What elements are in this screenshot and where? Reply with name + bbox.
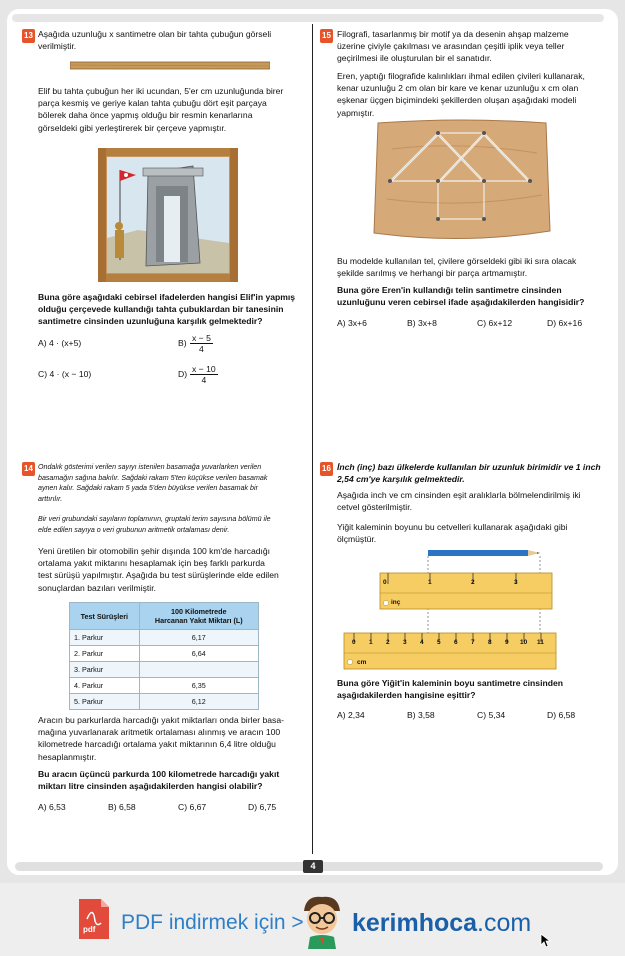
q14-option-a[interactable]: A) 6,53 bbox=[38, 802, 66, 812]
question-number-15: 15 bbox=[320, 29, 333, 43]
cm-unit-label: cm bbox=[357, 659, 367, 666]
q15-option-b[interactable]: B) 3x+8 bbox=[407, 318, 437, 328]
fuel-table bbox=[69, 602, 259, 710]
q14-rounding-note: Ondalık gösterimi verilen sayıyı istenilen basamağa yuvarlarken verilen basamağın sağına bakılır. Sağdaki rakam 5'ten küçükse verilen basamak aynen kalır. Sağdaki rakam 5 yada 5'den büyükse verilen basamak bir arttırılır. bbox=[38, 463, 268, 503]
q15-question: Buna göre Eren'in kullandığı telin santimetre cinsinden uzunluğunu veren cebirsel ifade aşağıdakilerden hangisidir? bbox=[337, 285, 585, 308]
rulers-image bbox=[342, 547, 560, 671]
q13-intro: Aşağıda uzunluğu x santimetre olan bir tahta çubuğun görseli verilmiştir. bbox=[38, 29, 272, 52]
brand-name[interactable]: kerimhoca bbox=[352, 909, 478, 937]
q14-option-d[interactable]: D) 6,75 bbox=[248, 802, 277, 812]
framed-painting-image bbox=[98, 148, 238, 282]
q13-option-b-fraction[interactable]: $\frac{x - 5}{4}$ bbox=[192, 333, 211, 354]
brand-domain[interactable]: .com bbox=[477, 909, 532, 937]
q13-option-a[interactable]: A) 4 · (x+5) bbox=[38, 338, 82, 348]
q16-option-c[interactable]: C) 5,34 bbox=[477, 710, 506, 720]
q16-inch-note: İnch (inç) bazı ülkelerde kullanılan bir uzunluk birimidir ve 1 inch 2,54 cm'ye karşılık gelmektedir. bbox=[337, 462, 601, 485]
inch-unit-label: inç bbox=[391, 599, 401, 606]
pdf-download-text[interactable]: PDF indirmek için > bbox=[121, 911, 304, 934]
table-header-tests: Test Sürüşleri bbox=[70, 603, 140, 630]
table-row: 2. Parkur 6,64 bbox=[70, 646, 259, 662]
table-header-fuel: 100 Kilometrede Harcanan Yakıt Miktarı (L) bbox=[139, 603, 258, 630]
q13-option-b-label[interactable]: B) bbox=[178, 338, 187, 348]
cursor-icon bbox=[540, 933, 552, 949]
q16-body2: Yiğit kaleminin boyunu bu cetvelleri kullanarak aşağıdaki gibi ölçmüştür. bbox=[337, 522, 568, 545]
table-row: 5. Parkur 6,12 bbox=[70, 694, 259, 710]
string-art-board-image bbox=[372, 119, 552, 245]
top-bar bbox=[12, 14, 604, 22]
page-number: 4 bbox=[303, 860, 323, 873]
q14-option-b[interactable]: B) 6,58 bbox=[108, 802, 136, 812]
inch-tick-0: 0 bbox=[383, 579, 387, 586]
inch-tick-2: 2 bbox=[471, 579, 475, 586]
q14-body: Yeni üretilen bir otomobilin şehir dışında 100 km'de harcadığı ortalama yakıt miktarını hesaplamak için beş farklı parkurda test sürüşü yapılmıştır. Aşağıda bu test sürüşlerinde elde edilen sonuçlardan bazıları verilmiştir. bbox=[38, 546, 279, 593]
mascot-icon bbox=[296, 893, 348, 949]
table-row: 1. Parkur 6,17 bbox=[70, 630, 259, 646]
q15-option-d[interactable]: D) 6x+16 bbox=[547, 318, 583, 328]
download-banner[interactable] bbox=[0, 883, 625, 956]
q15-body3: Bu modelde kullanılan tel, çivilere görseldeki gibi iki sıra olacak şekilde sarılmış ve herhangi bir parça artmamıştır. bbox=[337, 256, 577, 279]
q14-question: Bu aracın üçüncü parkurda 100 kilometrede harcadığı yakıt miktarı litre cinsinden aşağıdakilerden hangisi olabilir? bbox=[38, 769, 280, 792]
q15-body: Filografi, tasarlanmış bir motif ya da desenin ahşap malzeme üzerine çiviyle çakılması ve arasından çeşitli iplik veya teller geçirilmesi ile oluşturulan bir el sanatıdır. bbox=[337, 29, 569, 64]
q13-option-d-label[interactable]: D) bbox=[178, 369, 188, 379]
q13-option-d-fraction[interactable]: $\frac{x - 10}{4}$ bbox=[192, 364, 216, 385]
pdf-icon-label: pdf bbox=[83, 925, 96, 934]
inch-tick-3: 3 bbox=[514, 579, 518, 586]
table-row: 4. Parkur 6,35 bbox=[70, 678, 259, 694]
table-row: 3. Parkur bbox=[70, 662, 259, 678]
q16-option-b[interactable]: B) 3,58 bbox=[407, 710, 435, 720]
q13-body: Elif bu tahta çubuğun her iki ucundan, 5'er cm uzunluğunda birer parça kesmiş ve geriye kalan tahta çubuğu dört eşit parçaya bölerek daha önce yapmış olduğu bir resmin kenarlarına görseldeki gibi yerleştirerek bir çerçeve yapmıştır. bbox=[38, 86, 284, 133]
q14-option-c[interactable]: C) 6,67 bbox=[178, 802, 207, 812]
q14-mean-note: Bir veri grubundaki sayıların toplamının, gruptaki terim sayısına bölümü ile elde edilen sayıya o veri grubunun aritmetik ortalaması denir. bbox=[38, 515, 271, 534]
q16-question: Buna göre Yiğit'in kaleminin boyu santimetre cinsinden aşağıdakilerden hangisine eşittir? bbox=[337, 678, 564, 701]
q14-body2: Aracın bu parkurlarda harcadığı yakıt miktarları onda birler basa- mağına yuvarlanarak aritmetik ortalaması alınmış ve aracın 100 kilometrede harcadığı ortalama yakıt miktarının 6,4 litre olduğu hesaplanmıştır. bbox=[38, 715, 284, 762]
q15-body2: Eren, yaptığı filografide kalınlıkları ihmal edilen çivileri kullanarak, kenar uzunluğu 2 cm olan bir kare ve kenar uzunluğu x cm olan eşkenar üçgen biçimindeki şekillerden oluşan aşağıdaki modeli yapmıştır. bbox=[337, 71, 585, 118]
q13-question: Buna göre aşağıdaki cebirsel ifadelerden hangisi Elif'in yapmış olduğu çerçevede kullandığı tahta çubuklardan bir tanesinin santimetre cinsinden uzunluğuna karşılık gelmektedir? bbox=[38, 292, 296, 327]
column-divider bbox=[312, 24, 313, 854]
q15-option-c[interactable]: C) 6x+12 bbox=[477, 318, 513, 328]
question-number-16: 16 bbox=[320, 462, 333, 476]
q16-option-d[interactable]: D) 6,58 bbox=[547, 710, 576, 720]
pdf-file-icon bbox=[77, 897, 111, 941]
cm-tick-labels: 0 1 2 3 4 5 6 7 8 9 10 11 bbox=[352, 639, 544, 646]
q15-option-a[interactable]: A) 3x+6 bbox=[337, 318, 367, 328]
q16-option-a[interactable]: A) 2,34 bbox=[337, 710, 365, 720]
question-number-13: 13 bbox=[22, 29, 35, 43]
question-number-14: 14 bbox=[22, 462, 35, 476]
q16-body: Aşağıda inch ve cm cinsinden eşit aralıklarla bölmelendirilmiş iki cetvel gösterilmiştir. bbox=[337, 490, 581, 513]
q13-option-c[interactable]: C) 4 · (x − 10) bbox=[38, 369, 92, 379]
inch-tick-1: 1 bbox=[428, 579, 432, 586]
wood-stick-image bbox=[70, 61, 270, 71]
